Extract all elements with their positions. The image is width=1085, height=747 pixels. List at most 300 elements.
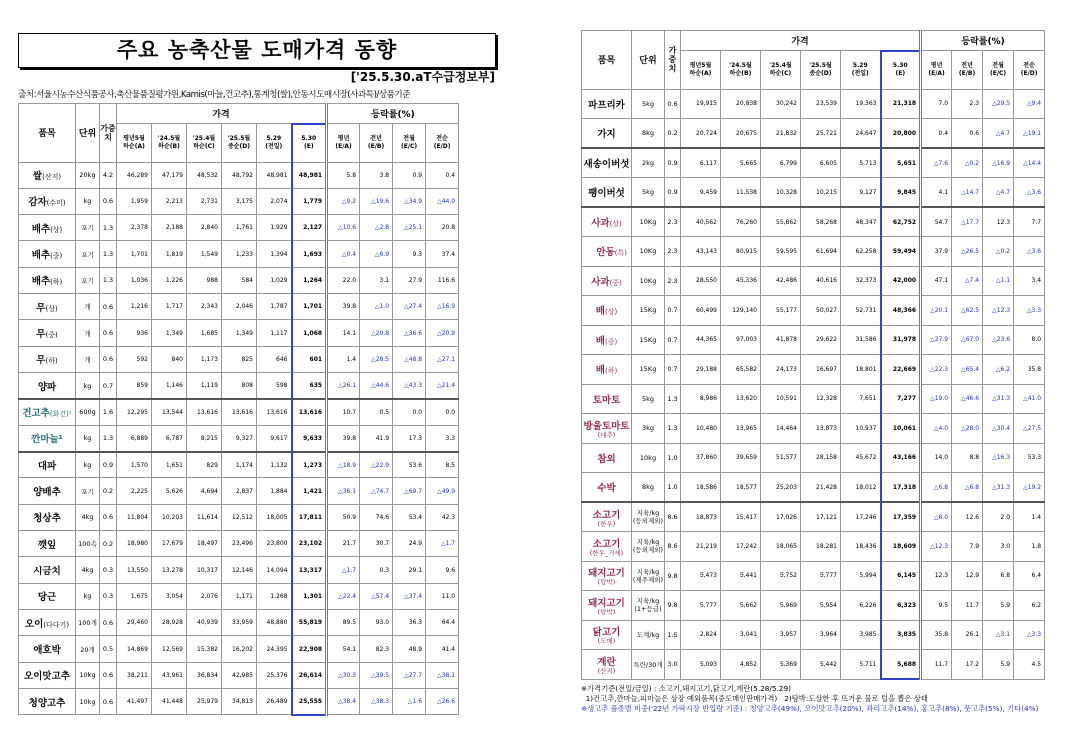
item-unit [76, 188, 100, 214]
price-value: 2,225 [117, 478, 152, 504]
unit-main: 4kg [81, 513, 94, 522]
price-value: 16,202 [222, 636, 257, 662]
item-variety: (탕박) [597, 607, 616, 616]
rate-value: △29.5 [983, 89, 1014, 119]
price-current: 13,616 [292, 399, 327, 425]
footnote-definitions: 1)건고추,깐마늘,피마늘은 상장 예외품목(중도매인판매가격) 2)탕박:도살한 후 뜨거운 물로 털을 뽑은 상태 [581, 694, 928, 703]
rate-value: 0.4 [426, 162, 459, 188]
item-weight: 0.5 [100, 636, 117, 662]
price-value: 1,685 [187, 320, 222, 346]
item-name-main: 배추 [31, 223, 51, 235]
rate-value: 14.1 [327, 320, 360, 346]
price-value: 7,651 [841, 384, 881, 414]
header-rate-group: 등락률(%) [921, 31, 1045, 51]
item-weight: 0.7 [665, 296, 681, 326]
rate-value: △3.1 [983, 620, 1014, 650]
price-value: 45,336 [721, 266, 761, 296]
rate-value: 7.0 [921, 89, 952, 119]
item-weight: 0.9 [665, 178, 681, 208]
rate-value: 12.3 [983, 207, 1014, 237]
header-col-line1: '25.4월 [192, 134, 216, 142]
rate-value: △2.8 [360, 215, 393, 241]
price-value: 840 [152, 346, 187, 372]
price-value: 17,121 [801, 502, 841, 532]
price-value: 1,675 [117, 583, 152, 609]
item-weight: 0.6 [100, 504, 117, 530]
rate-value: 2.0 [983, 502, 1014, 532]
price-value: 5,369 [761, 650, 801, 680]
item-name [582, 296, 632, 326]
item-weight: 0.6 [100, 689, 117, 715]
price-value: 2,074 [257, 188, 292, 214]
rate-value: △20.8 [360, 320, 393, 346]
price-value: 29,188 [681, 355, 721, 385]
rate-value: △6.8 [921, 473, 952, 503]
price-current: 23,102 [292, 531, 327, 557]
header-col-line2: (E) [895, 70, 906, 77]
unit-main: 10kg [79, 697, 96, 706]
item-unit [76, 557, 100, 583]
price-value: 12,146 [222, 557, 257, 583]
header-rate-col [952, 51, 983, 90]
header-col-line2: (전일) [265, 142, 283, 150]
item-name [19, 636, 76, 662]
price-value: 1,036 [117, 267, 152, 293]
price-value: 21,428 [801, 473, 841, 503]
price-value: 5,713 [841, 148, 881, 178]
item-name [19, 162, 76, 188]
price-value: 28,550 [681, 266, 721, 296]
unit-main: 20개 [80, 645, 95, 654]
unit-main: kg [83, 461, 92, 470]
item-name [19, 346, 76, 372]
item-grade: (특) [614, 249, 627, 258]
item-weight: 1.3 [665, 384, 681, 414]
rate-value: 9.5 [921, 591, 952, 621]
rate-value: 11.0 [426, 583, 459, 609]
price-value: 20,724 [681, 119, 721, 149]
rate-value: 37.4 [426, 241, 459, 267]
price-value: 17,242 [721, 532, 761, 562]
item-unit [632, 561, 665, 591]
item-name [582, 532, 632, 562]
price-current: 1,421 [292, 478, 327, 504]
price-value: 16,697 [801, 355, 841, 385]
price-value: 28,158 [801, 443, 841, 473]
item-unit [76, 215, 100, 241]
price-current: 9,633 [292, 425, 327, 451]
table-row [19, 689, 459, 715]
item-unit [76, 504, 100, 530]
item-name [19, 267, 76, 293]
price-value: 58,268 [801, 207, 841, 237]
rate-value: 0.0 [393, 399, 426, 425]
item-unit [632, 119, 665, 149]
price-current: 5,651 [881, 148, 921, 178]
unit-main: 15Kg [639, 335, 657, 344]
rate-value: 1.8 [1014, 532, 1045, 562]
rate-value: 5.9 [983, 650, 1014, 680]
rate-value: △1.1 [983, 266, 1014, 296]
table-row [582, 502, 1045, 532]
price-value: 18,281 [801, 532, 841, 562]
price-current: 59,494 [881, 237, 921, 267]
header-col-line1: '25.5월 [809, 61, 832, 69]
item-name-main: 닭고기 [592, 627, 621, 639]
price-value: 5,093 [681, 650, 721, 680]
price-current: 17,811 [292, 504, 327, 530]
rate-value: △20.1 [921, 296, 952, 326]
item-name-main: 안동 [596, 247, 615, 259]
item-weight: 0.3 [100, 583, 117, 609]
item-variety: (도매) [597, 637, 616, 646]
page-title: 주요 농축산물 도매가격 동향 [18, 33, 496, 68]
price-value: 42,486 [761, 266, 801, 296]
table-row [582, 561, 1045, 591]
rate-value: △9.4 [1014, 89, 1045, 119]
unit-note: (등외제외) [632, 546, 664, 555]
price-value: 829 [187, 452, 222, 478]
item-weight: 1.0 [665, 443, 681, 473]
price-value: 43,961 [152, 662, 187, 688]
unit-main: 특란/30개 [633, 660, 663, 669]
price-value: 1,761 [222, 215, 257, 241]
rate-value: △67.0 [952, 325, 983, 355]
rate-value: 8.0 [1014, 325, 1045, 355]
item-weight: 3.0 [665, 650, 681, 680]
item-name-main: 가지 [597, 129, 616, 140]
rate-value: △41.0 [1014, 384, 1045, 414]
unit-main: 10Kg [639, 247, 657, 256]
rate-value: 1.4 [327, 346, 360, 372]
item-unit [632, 620, 665, 650]
footnote-basis: ※가격기준(전일/금일) : 소고기,돼지고기,닭고기,계란(5.28/5.29) [581, 684, 791, 693]
unit-main: 8kg [641, 483, 655, 491]
item-grade: (상) [50, 225, 63, 234]
header-price-col [761, 51, 801, 90]
rate-value: 7.7 [1014, 207, 1045, 237]
rate-value: 29.1 [393, 557, 426, 583]
item-weight: 1.3 [100, 425, 117, 451]
price-value: 2,840 [187, 215, 222, 241]
item-name [582, 650, 632, 680]
header-col-line1: 전년 [961, 61, 973, 69]
unit-main: 지육/kg [636, 538, 660, 547]
rate-value: △14.4 [1014, 148, 1045, 178]
price-value: 20,675 [721, 119, 761, 149]
price-current: 7,277 [881, 384, 921, 414]
unit-main: 8kg [641, 129, 655, 137]
price-value: 9,459 [681, 178, 721, 208]
item-weight: 8.6 [665, 532, 681, 562]
header-price-col [292, 124, 327, 163]
rate-value: 116.6 [426, 267, 459, 293]
price-value: 5,954 [801, 591, 841, 621]
rate-value: 17.3 [393, 425, 426, 451]
table-row [19, 478, 459, 504]
price-value: 36,834 [187, 662, 222, 688]
item-variety: (탕박) [597, 578, 616, 587]
price-current: 20,800 [881, 119, 921, 149]
price-value: 5,994 [841, 561, 881, 591]
item-name-main: 대파 [37, 461, 57, 473]
rate-value: △21.4 [426, 373, 459, 399]
rate-value: 39.8 [327, 425, 360, 451]
price-value: 15,382 [187, 636, 222, 662]
header-rate-col [921, 51, 952, 90]
price-value: 23,800 [257, 531, 292, 557]
table-row [582, 266, 1045, 296]
rate-value: 11.7 [952, 591, 983, 621]
price-value: 584 [222, 267, 257, 293]
rate-value: △19.0 [921, 384, 952, 414]
item-name [582, 620, 632, 650]
price-value: 43,143 [681, 237, 721, 267]
item-unit [76, 373, 100, 399]
table-row [582, 443, 1045, 473]
price-value: 2,046 [222, 294, 257, 320]
rate-value: △39.5 [360, 662, 393, 688]
header-col-line1: 5.29 [852, 61, 868, 69]
rate-value: △1.7 [426, 531, 459, 557]
price-value: 40,939 [187, 610, 222, 636]
item-name-main: 오이맛고추 [24, 671, 70, 683]
price-value: 24,395 [257, 636, 292, 662]
price-value: 10,203 [152, 504, 187, 530]
header-price-col [801, 51, 841, 90]
header-rate-col [426, 124, 459, 163]
price-value: 97,003 [721, 325, 761, 355]
header-price-col [681, 51, 721, 90]
table-row [582, 237, 1045, 267]
rate-value: △14.7 [952, 178, 983, 208]
price-value: 19,363 [841, 89, 881, 119]
price-value: 14,094 [257, 557, 292, 583]
item-grade: (중) [50, 252, 63, 261]
header-col-line1: 전순 [436, 134, 448, 142]
rate-value: 0.9 [393, 162, 426, 188]
item-unit [76, 452, 100, 478]
price-value: 32,373 [841, 266, 881, 296]
unit-main: 10kg [79, 671, 96, 680]
rate-value: 53.4 [393, 504, 426, 530]
header-item: 품목 [582, 31, 632, 90]
price-value: 5,777 [681, 591, 721, 621]
price-value: 6,226 [841, 591, 881, 621]
header-price-col [841, 51, 881, 90]
price-current: 1,701 [292, 294, 327, 320]
item-name-main: 건고추 [22, 408, 50, 420]
header-col-line2: 하순(C) [769, 69, 792, 77]
rate-value: △38.3 [360, 689, 393, 715]
item-name-main: 새송이버섯 [583, 159, 630, 170]
item-name [582, 591, 632, 621]
rate-value: △19.6 [360, 188, 393, 214]
price-value: 65,582 [721, 355, 761, 385]
price-value: 13,965 [721, 414, 761, 444]
rate-value: △36.1 [327, 478, 360, 504]
item-name-main: 시금치 [33, 566, 61, 578]
rate-value: △0.2 [983, 237, 1014, 267]
table-row [19, 425, 459, 451]
price-current: 55,819 [292, 610, 327, 636]
price-value: 5,665 [721, 148, 761, 178]
rate-value: 0.5 [360, 399, 393, 425]
price-current: 43,166 [881, 443, 921, 473]
rate-value: △25.1 [393, 215, 426, 241]
item-name [19, 373, 76, 399]
rate-value: 82.3 [360, 636, 393, 662]
rate-value: 50.9 [327, 504, 360, 530]
item-weight: 0.7 [665, 325, 681, 355]
price-value: 12,569 [152, 636, 187, 662]
rate-value: △17.7 [952, 207, 983, 237]
price-value: 13,278 [152, 557, 187, 583]
price-current: 17,318 [881, 473, 921, 503]
table-row [582, 148, 1045, 178]
header-col-line2: (전일) [851, 69, 869, 77]
item-name [19, 531, 76, 557]
price-value: 859 [117, 373, 152, 399]
rate-value: △8.0 [921, 502, 952, 532]
item-unit [632, 325, 665, 355]
rate-value: △44.0 [426, 188, 459, 214]
header-col-line1: 전순 [1023, 61, 1035, 69]
price-value: 1,819 [152, 241, 187, 267]
item-weight: 1.0 [665, 473, 681, 503]
item-name-main: 배 [595, 365, 605, 377]
rate-value: △22.4 [327, 583, 360, 609]
price-value: 1,349 [222, 320, 257, 346]
rate-value: △46.6 [952, 384, 983, 414]
item-name-main: 배추 [31, 276, 51, 288]
item-unit [76, 162, 100, 188]
item-name-main: 배 [595, 306, 605, 318]
unit-main: 5kg [641, 188, 655, 196]
price-value: 6,799 [761, 148, 801, 178]
rate-value: △27.7 [393, 662, 426, 688]
item-weight: 1.6 [100, 399, 117, 425]
item-name [19, 610, 76, 636]
rate-value: △16.3 [983, 443, 1014, 473]
price-value: 2,824 [681, 620, 721, 650]
item-unit [632, 443, 665, 473]
rate-value: △34.9 [393, 188, 426, 214]
price-value: 62,258 [841, 237, 881, 267]
price-value: 8,986 [681, 384, 721, 414]
rate-value: △38.1 [426, 662, 459, 688]
price-value: 52,731 [841, 296, 881, 326]
item-weight: 0.9 [100, 452, 117, 478]
item-name [19, 662, 76, 688]
header-col-line2: (E/D) [433, 142, 451, 150]
rate-value: △6.8 [952, 473, 983, 503]
item-weight: 0.6 [100, 320, 117, 346]
rate-value: △37.4 [393, 583, 426, 609]
item-variety: (한우) [597, 519, 616, 528]
price-value: 39,659 [721, 443, 761, 473]
price-value: 21,219 [681, 532, 721, 562]
rate-value: △4.7 [983, 119, 1014, 149]
rate-value: 12.3 [921, 561, 952, 591]
rate-value: 41.4 [426, 636, 459, 662]
item-unit [76, 610, 100, 636]
price-value: 18,436 [841, 532, 881, 562]
unit-main: kg [83, 434, 92, 443]
price-value: 2,213 [152, 188, 187, 214]
price-value: 5,442 [801, 650, 841, 680]
price-value: 1,701 [117, 241, 152, 267]
rate-value: △4.0 [921, 414, 952, 444]
unit-main: 포기 [81, 276, 94, 285]
item-name-main: 무 [36, 329, 46, 341]
item-unit [632, 296, 665, 326]
source-note: 출처:서울시농수산식품공사,축산물품질평가원,Kamis(마늘,건고추),통계청(쌀),안동시도매시장(사과특)/상품기준 [18, 90, 411, 100]
unit-main: 10kg [639, 453, 657, 462]
rate-value: △26.6 [426, 689, 459, 715]
price-value: 936 [117, 320, 152, 346]
price-value: 12,512 [222, 504, 257, 530]
item-name-main: 사과 [591, 218, 610, 229]
price-value: 1,171 [222, 583, 257, 609]
rate-value: △38.4 [327, 689, 360, 715]
rate-value: 0.6 [952, 119, 983, 149]
price-value: 17,246 [841, 502, 881, 532]
item-grade: (상) [45, 304, 58, 313]
unit-main: 개 [84, 355, 91, 364]
item-name-main: 당근 [37, 592, 57, 604]
price-value: 10,937 [841, 414, 881, 444]
header-rate-col [1014, 51, 1045, 90]
rate-value: 4.5 [1014, 650, 1045, 680]
item-weight: 4.2 [100, 162, 117, 188]
price-current: 25,555 [292, 689, 327, 715]
header-col-line2: (E) [303, 143, 314, 150]
price-value: 9,327 [222, 425, 257, 451]
item-name [19, 215, 76, 241]
price-value: 45,672 [841, 443, 881, 473]
header-unit: 단위 [632, 31, 665, 90]
unit-main: 10Kg [639, 218, 657, 226]
price-value: 1,117 [257, 320, 292, 346]
item-name-main: 배 [595, 335, 605, 347]
item-unit [632, 89, 665, 119]
rate-value: △10.6 [327, 215, 360, 241]
price-value: 1,570 [117, 452, 152, 478]
item-grade: (산지) [42, 173, 62, 182]
price-value: 9,617 [257, 425, 292, 451]
rate-value: 20.8 [426, 215, 459, 241]
price-value: 10,317 [187, 557, 222, 583]
rate-value: 3.1 [360, 267, 393, 293]
table-row [19, 636, 459, 662]
price-value: 11,614 [187, 504, 222, 530]
price-value: 1,174 [222, 452, 257, 478]
table-row [582, 414, 1045, 444]
item-weight: 9.8 [665, 561, 681, 591]
price-value: 13,616 [187, 399, 222, 425]
header-col-line2: 중순(D) [809, 69, 832, 77]
header-price-col [117, 124, 152, 163]
price-value: 1,884 [257, 478, 292, 504]
rate-value: 0.0 [426, 399, 459, 425]
item-name [19, 399, 76, 425]
item-name [582, 325, 632, 355]
item-weight: 1.5 [665, 620, 681, 650]
price-value: 30,242 [761, 89, 801, 119]
item-weight: 0.7 [100, 373, 117, 399]
price-current: 2,127 [292, 215, 327, 241]
